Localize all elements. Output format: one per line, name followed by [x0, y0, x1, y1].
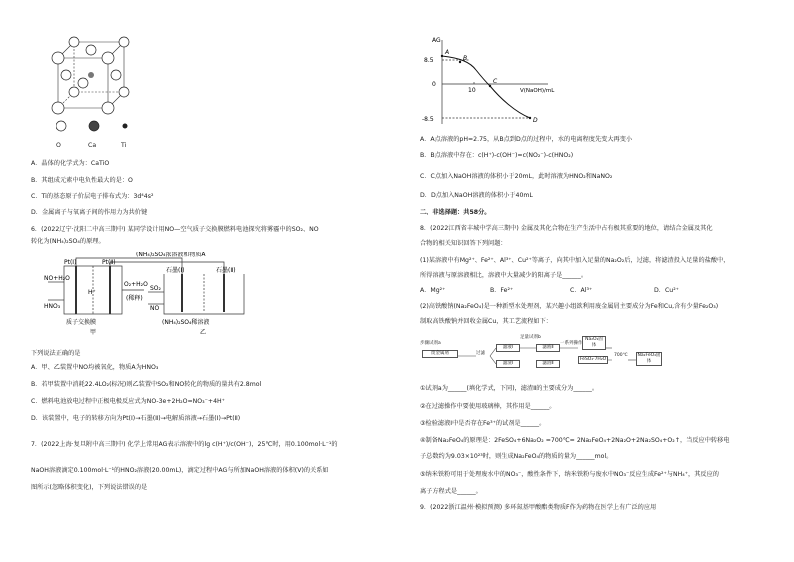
q7-stem-line2: NaOH溶液滴定0.100mol·L⁻¹的HNO₂溶液(20.00mL)，滴定过程中AG与所加NaOH溶液的体积(V)的关系如 [31, 467, 329, 474]
graph-y-zero: 0 [432, 81, 436, 88]
legend-o: O [56, 142, 61, 149]
flow-na2o2: Na₂O₂固体 [582, 336, 606, 350]
no-h2o-label: NO+H₂O [44, 275, 70, 282]
q8-sub-2: ②在过滤操作中要使用玻璃棒，其作用是______。 [420, 403, 556, 410]
hplus-label: H⁺ [88, 289, 96, 296]
q8-sub-5-line2: 离子方程式是______。 [420, 488, 482, 495]
q8-para2-line1: (2)高铁酸钠(Na₂FeO₄)是一种新型水处理剂，某兴趣小组欲利用废金属屑主要成分为Fe和Cu,含有少量Fe₂O₃) [420, 303, 719, 310]
q6-option-d: D．该装置中，电子的转移方向为Pt(Ⅰ)→石墨(Ⅱ)→电解质溶液→石墨(Ⅰ)→Pt(Ⅱ) [31, 415, 241, 422]
q5-option-a: A．晶体的化学式为：CaTiO [31, 160, 110, 167]
flow-scrap: 废金属屑 [422, 350, 458, 358]
o2-h2o-label: O₂+H₂O [124, 281, 148, 288]
graph-y-top: 8.5 [424, 57, 434, 64]
q6-prompt: 下列说法正确的是 [31, 350, 81, 357]
q8-stem-line2: 合物的相关知识回答下列问题： [420, 240, 507, 247]
bottom-solution-label: (NH₄)₂SO₄稀溶液 [162, 319, 210, 326]
q8-stem-line3: (1)某溶液中有Mg²⁺、Fe²⁺、Al³⁺、Cu²⁺等离子，向其中加入足量的Na₂O₂后，过滤，将滤渣投入足量的盐酸中， [420, 257, 730, 264]
q7-stem-line1: 7．(2022上海·复旦附中高三期中) 化学上常用AG表示溶液中的lg c(H⁺)/c(OH⁻)，25℃时，用0.100mol·L⁻¹的 [31, 441, 338, 448]
graph-x-tick: 10 [468, 87, 476, 94]
pt2-label: Pt(Ⅱ) [102, 259, 116, 266]
ag-titration-graph [420, 36, 570, 128]
q8-sub-5-line1: ⑤纳米铁粉可用于处理废水中的NO₃⁻，酸性条件下，纳米铁粉与废水中NO₃⁻反应生成Fe²⁺与NH₄⁺，其反应的 [420, 471, 719, 478]
legend-ca: Ca [88, 142, 97, 149]
graph-xlabel: V(NaOH)/mL [520, 88, 555, 94]
so2-label: SO₂ [150, 285, 161, 292]
left-column [28, 0, 380, 562]
q6-stem-line2: 转化为(NH₄)₂SO₄的原理。 [31, 238, 105, 245]
point-a: A [445, 49, 450, 56]
flow-filtrate1: 滤液Ⅰ [496, 344, 520, 352]
electrochemistry-apparatus [44, 252, 284, 340]
perovskite-crystal-diagram [38, 36, 138, 116]
q9-stem: 9．(2022浙江温州·模拟预测) 多环氮基甲酸酯类物质F作为药物在医学上有广泛的应用 [420, 504, 657, 511]
membrane-label: 质子交换膜 [66, 319, 97, 326]
pt1-label: Pt(Ⅰ) [64, 259, 77, 266]
jia-label: 甲 [90, 329, 97, 336]
legend-ti: Ti [121, 142, 127, 149]
q6-stem-line1: 6．(2022辽宁·沈阳二中高三期中) 某同学设计用NO—空气质子交换膜燃料电池探究将雾霾中的SO₂、NO [31, 226, 319, 233]
q8-stem-line4: 所得溶液与原溶液相比，溶液中大量减少的阳离子是______。 [420, 272, 588, 279]
hno3-label: HNO₃ [44, 303, 61, 310]
no-label: NO [150, 305, 160, 312]
top-solution-label: (NH₄)₂SO₄浓溶液和物质A [136, 252, 206, 258]
yi-label: 乙 [200, 329, 207, 336]
q8-para2-line2: 制取高铁酸钠并回收金属Cu，其工艺流程如下： [420, 318, 552, 325]
q8-option-a: A．Mg²⁺ [420, 287, 446, 294]
point-d: D [533, 117, 538, 124]
q5-option-b: B．其组成元素中电负性最大的是：O [31, 177, 133, 184]
point-c: C [493, 78, 498, 85]
q6-option-a: A．甲、乙装置中NO均被氧化，物质A为HNO₃ [31, 364, 159, 371]
flow-feso4: FeSO₄·7H₂O [579, 357, 607, 362]
right-column [420, 0, 770, 562]
flow-filtrate2: 滤液Ⅱ [536, 344, 560, 352]
section-heading: 二、非选择题：共58分。 [420, 209, 491, 216]
q8-sub-4-line2: 子总数约为9.03×10²³时，则生成Na₂FeO₄的物质的量为______mol。 [420, 453, 613, 460]
q8-option-d: D．Cu²⁺ [654, 287, 679, 294]
flow-reagent-a: 步骤试剂a [420, 341, 441, 346]
flow-iron-top: 足量试剂b [520, 335, 541, 340]
q6-option-c: C．燃料电池放电过程中正极电极反应式为NO-3e+2H₂O=NO₃⁻+4H⁺ [31, 398, 225, 405]
q5-option-d: D．金属离子与氧离子间的作用力为共价键 [31, 209, 148, 216]
q7-stem-line3: 图所示(忽略体积变化)，下列说法错误的是 [31, 484, 148, 491]
crystal-legend-icons [56, 120, 136, 132]
point-b: B [463, 55, 468, 62]
flow-residue1: 滤渣Ⅰ [496, 360, 520, 368]
q7-option-b: B．B点溶液中存在：c(H⁺)-c(OH⁻)=c(NO₂⁻)-c(HNO₂) [420, 152, 574, 159]
flow-filter: 过滤 [476, 351, 485, 356]
graphite2-label: 石墨(Ⅱ) [216, 267, 236, 274]
q8-sub-1: ①试剂a为______(填化学式，下同)，滤渣Ⅱ的主要成分为______。 [420, 385, 599, 392]
flow-series: 一系列操作 [560, 341, 583, 346]
q8-stem-line1: 8．(2022江西省丰城中学高三期中) 金属及其化合物在生产生活中占有极其重要的地位，请结合金属及其化 [420, 225, 713, 232]
process-flow-chart [420, 334, 660, 378]
dilute-label: (稀释) [126, 295, 143, 302]
q7-option-c: C．C点加入NaOH溶液的体积小于20mL，此时溶液为HNO₂和NaNO₂ [420, 173, 613, 180]
q7-option-d: D．D点加入NaOH溶液的体积小于40mL [420, 192, 533, 199]
q8-option-b: B．Fe²⁺ [490, 287, 514, 294]
flow-residue2: 滤渣Ⅱ [536, 360, 560, 368]
q8-sub-4-line1: ④制备Na₂FeO₄的原理是：2FeSO₄+6Na₂O₂ =700℃= 2Na₂FeO₄+2Na₂O+2Na₂SO₄+O₂↑，当反应中转移电 [420, 437, 730, 444]
q8-sub-3: ③检验滤液Ⅰ中是否存在Fe³⁺的试剂是______。 [420, 420, 546, 427]
graph-ylabel: AG [432, 37, 441, 44]
flow-product: Na₂FeO₄固体 [637, 353, 661, 364]
flow-temp: 700℃ [614, 353, 628, 358]
q5-option-c: C．Ti的基态原子价层电子排布式为：3d⁴4s² [31, 193, 154, 200]
q6-option-b: B．若甲装置中消耗22.4LO₂(标况)则乙装置中SO₂和NO转化的物质的量共有2.8mol [31, 381, 262, 388]
graph-y-bottom: -8.5 [422, 116, 434, 123]
q7-option-a: A．A点溶液的pH=2.75，从B点到D点的过程中，水的电离程度先变大再变小 [420, 136, 633, 143]
graphite1-label: 石墨(Ⅰ) [166, 267, 185, 274]
q8-option-c: C．Al³⁺ [570, 287, 593, 294]
